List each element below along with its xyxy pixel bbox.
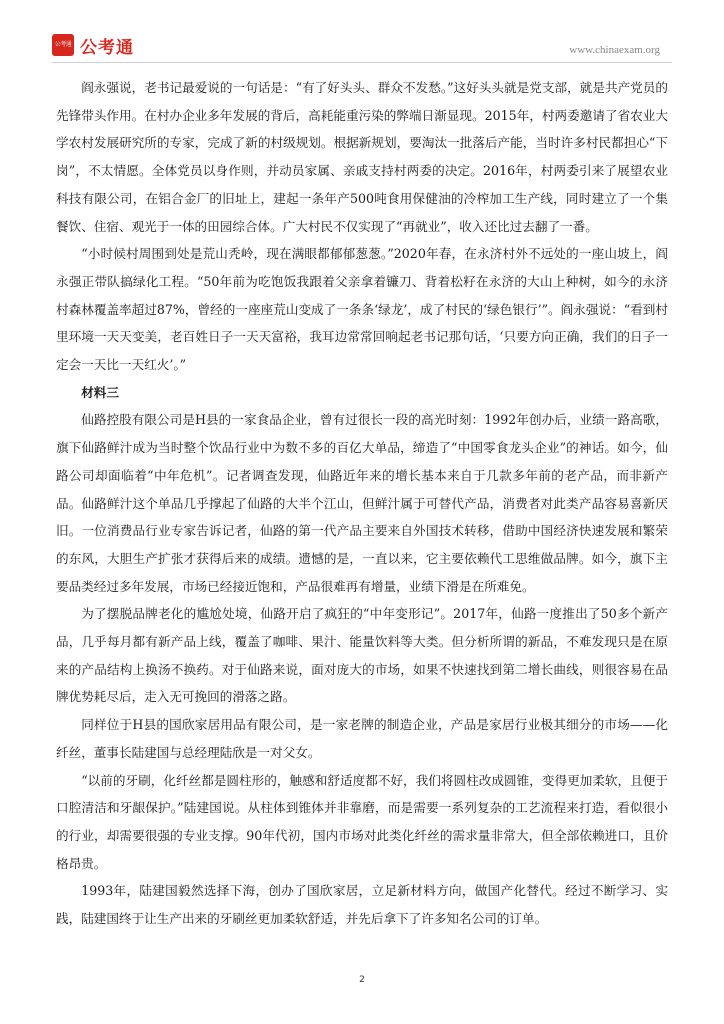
logo-text: 公考通 <box>80 38 134 58</box>
page-number: 2 <box>359 975 365 985</box>
section-title: 材料三 <box>81 384 119 400</box>
paragraph: 阎永强说，老书记最爱说的一句话是：“有了好头头、群众不发愁。”这好头头就是党支部，就是共产党员的先锋带头作用。在村办企业多年发展的背后，高耗能重污染的弊端日渐显现。2015年，村两委邀请了省农业大学农村发展研究所的专家，完成了新的村级规划。根据新规划，要淘汰一批落后产能，当时许多村民都担心“下岗”，不太情愿。全体党员以身作则，并动员家属、亲戚支持村两委的决定。2016年，村两委引来了展望农业科技有限公司，在铝合金厂的旧址上，建起一条年产500吨食用保健油的冷榨加工生产线，同时建立了一个集餐饮、住宿、观光于一体的田园综合体。广大村民不仅实现了“再就业”，收入还比过去翻了一番。 <box>56 80 668 234</box>
paragraph: 1993年，陆建国毅然选择下海，创办了国欣家居，立足新材料方向，做国产化替代。经过不断学习、实践，陆建国终于让生产出来的牙刷丝更加柔软舒适，并先后拿下了许多知名公司的订单。 <box>56 883 668 927</box>
paragraph: 仙路控股有限公司是H县的一家食品企业，曾有过很长一段的高光时刻：1992年创办后，业绩一路高歌，旗下仙路鲜汁成为当时整个饮品行业中为数不多的百亿大单品，缔造了“中国零食龙头企业”的神话。如今，仙路公司却面临着“中年危机”。记者调查发现，仙路近年来的增长基本来自于几款多年前的老产品，而非新产品。仙路鲜汁这个单品几乎撑起了仙路的大半个江山，但鲜汁属于可替代产品，消费者对此类产品容易喜新厌旧。一位消费品行业专家告诉记者，仙路的第一代产品主要来自外国技术转移，借助中国经济快速发展和繁荣的东风，大胆生产扩张才获得后来的成绩。遗憾的是，一直以来，它主要依赖代工思维做品牌。如今，旗下主要品类经过多年发展，市场已经接近饱和，产品很难再有增量，业绩下滑是在所难免。 <box>56 412 668 594</box>
paragraph: 为了摆脱品牌老化的尴尬处境，仙路开启了疯狂的“中年变形记”。2017年，仙路一度推出了50多个新产品，几乎每月都有新产品上线，覆盖了咖啡、果汁、能量饮料等大类。但分析所谓的新品，不难发现只是在原来的产品结构上换汤不换药。对于仙路来说，面对庞大的市场，如果不快速找到第二增长曲线，则很容易在品牌优势耗尽后，走入无可挽回的滑落之路。 <box>56 606 668 705</box>
paragraph: 同样位于H县的国欣家居用品有限公司，是一家老牌的制造企业，产品是家居行业极其细分的市场——化纤丝，董事长陆建国与总经理陆欣是一对父女。 <box>56 717 668 760</box>
paragraph: “小时候村周围到处是荒山秃岭，现在满眼都郁郁葱葱。”2020年春，在永济村外不远处的一座山坡上，阎永强正带队搞绿化工程。“50年前为吃饱饭我跟着父亲拿着镰刀、背着松籽在永济的大山上种树，如今的永济村森林覆盖率超过87%，曾经的一座座荒山变成了一条条‘绿龙’，成了村民的‘绿色银行’”。阎永强说：“看到村里环境一天天变美，老百姓日子一天天富裕，我耳边常常回响起老书记那句话，‘只要方向正确，我们的日子一定会一天比一天红火’。” <box>56 246 668 373</box>
header-divider <box>52 62 672 63</box>
document-body <box>56 74 668 933</box>
page-header <box>0 0 724 64</box>
logo-badge: 公考通 <box>52 34 74 56</box>
paragraph: “以前的牙刷，化纤丝都是圆柱形的，触感和舒适度都不好，我们将圆柱改成圆锥，变得更加柔软，且便于口腔清洁和牙龈保护。”陆建国说。从柱体到锥体并非靠磨，而是需要一系列复杂的工艺流程来打造，看似很小的行业，却需要很强的专业支撑。90年代初，国内市场对此类化纤丝的需求量非常大，但全部依赖进口，且价格昂贵。 <box>56 772 668 871</box>
site-url[interactable]: www.chinaexam.org <box>569 44 660 56</box>
